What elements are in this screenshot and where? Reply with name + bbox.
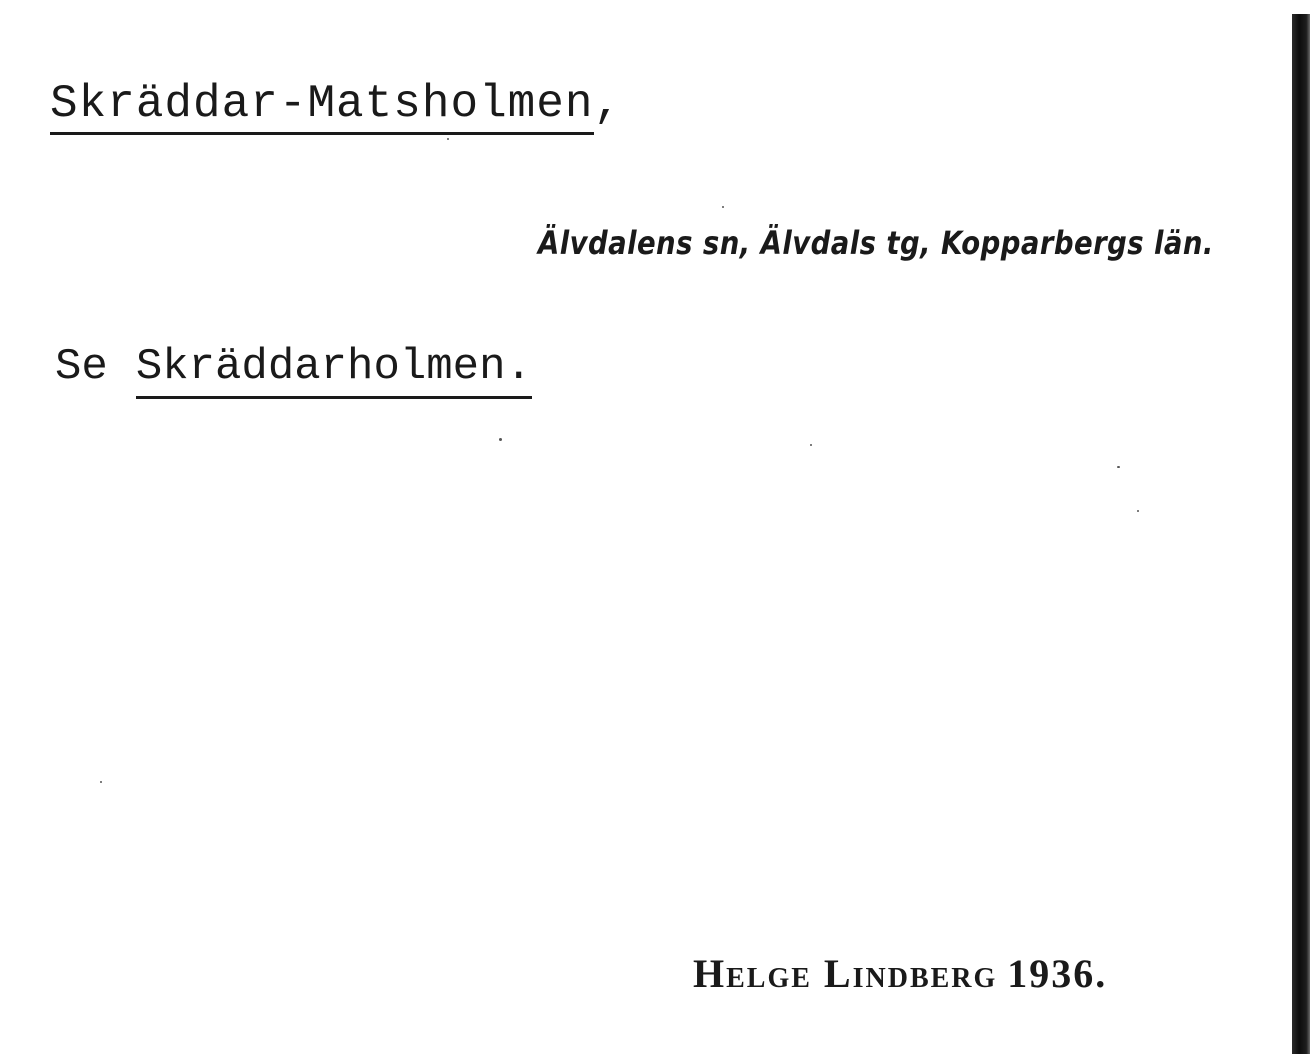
headword <box>50 78 622 130</box>
scan-edge-shadow <box>1292 14 1310 1054</box>
dust-speck <box>722 206 724 208</box>
dust-speck <box>1117 466 1120 468</box>
location-line: Älvdalens sn, Älvdals tg, Kopparbergs län. <box>538 224 1214 262</box>
see-reference-target: Skräddarholmen. <box>136 342 532 399</box>
dust-speck <box>1137 510 1139 512</box>
dust-speck <box>447 138 449 140</box>
headword-name: Skräddar-Matsholmen <box>50 78 594 135</box>
author-signature <box>693 950 1107 997</box>
headword-comma: , <box>593 78 623 130</box>
dust-speck <box>100 781 102 783</box>
dust-speck <box>810 444 812 446</box>
see-reference <box>55 342 532 392</box>
author-name: Helge Lindberg <box>693 951 998 996</box>
dust-speck <box>499 438 502 441</box>
see-prefix: Se <box>55 342 108 392</box>
signature-year: 1936. <box>1007 951 1108 996</box>
